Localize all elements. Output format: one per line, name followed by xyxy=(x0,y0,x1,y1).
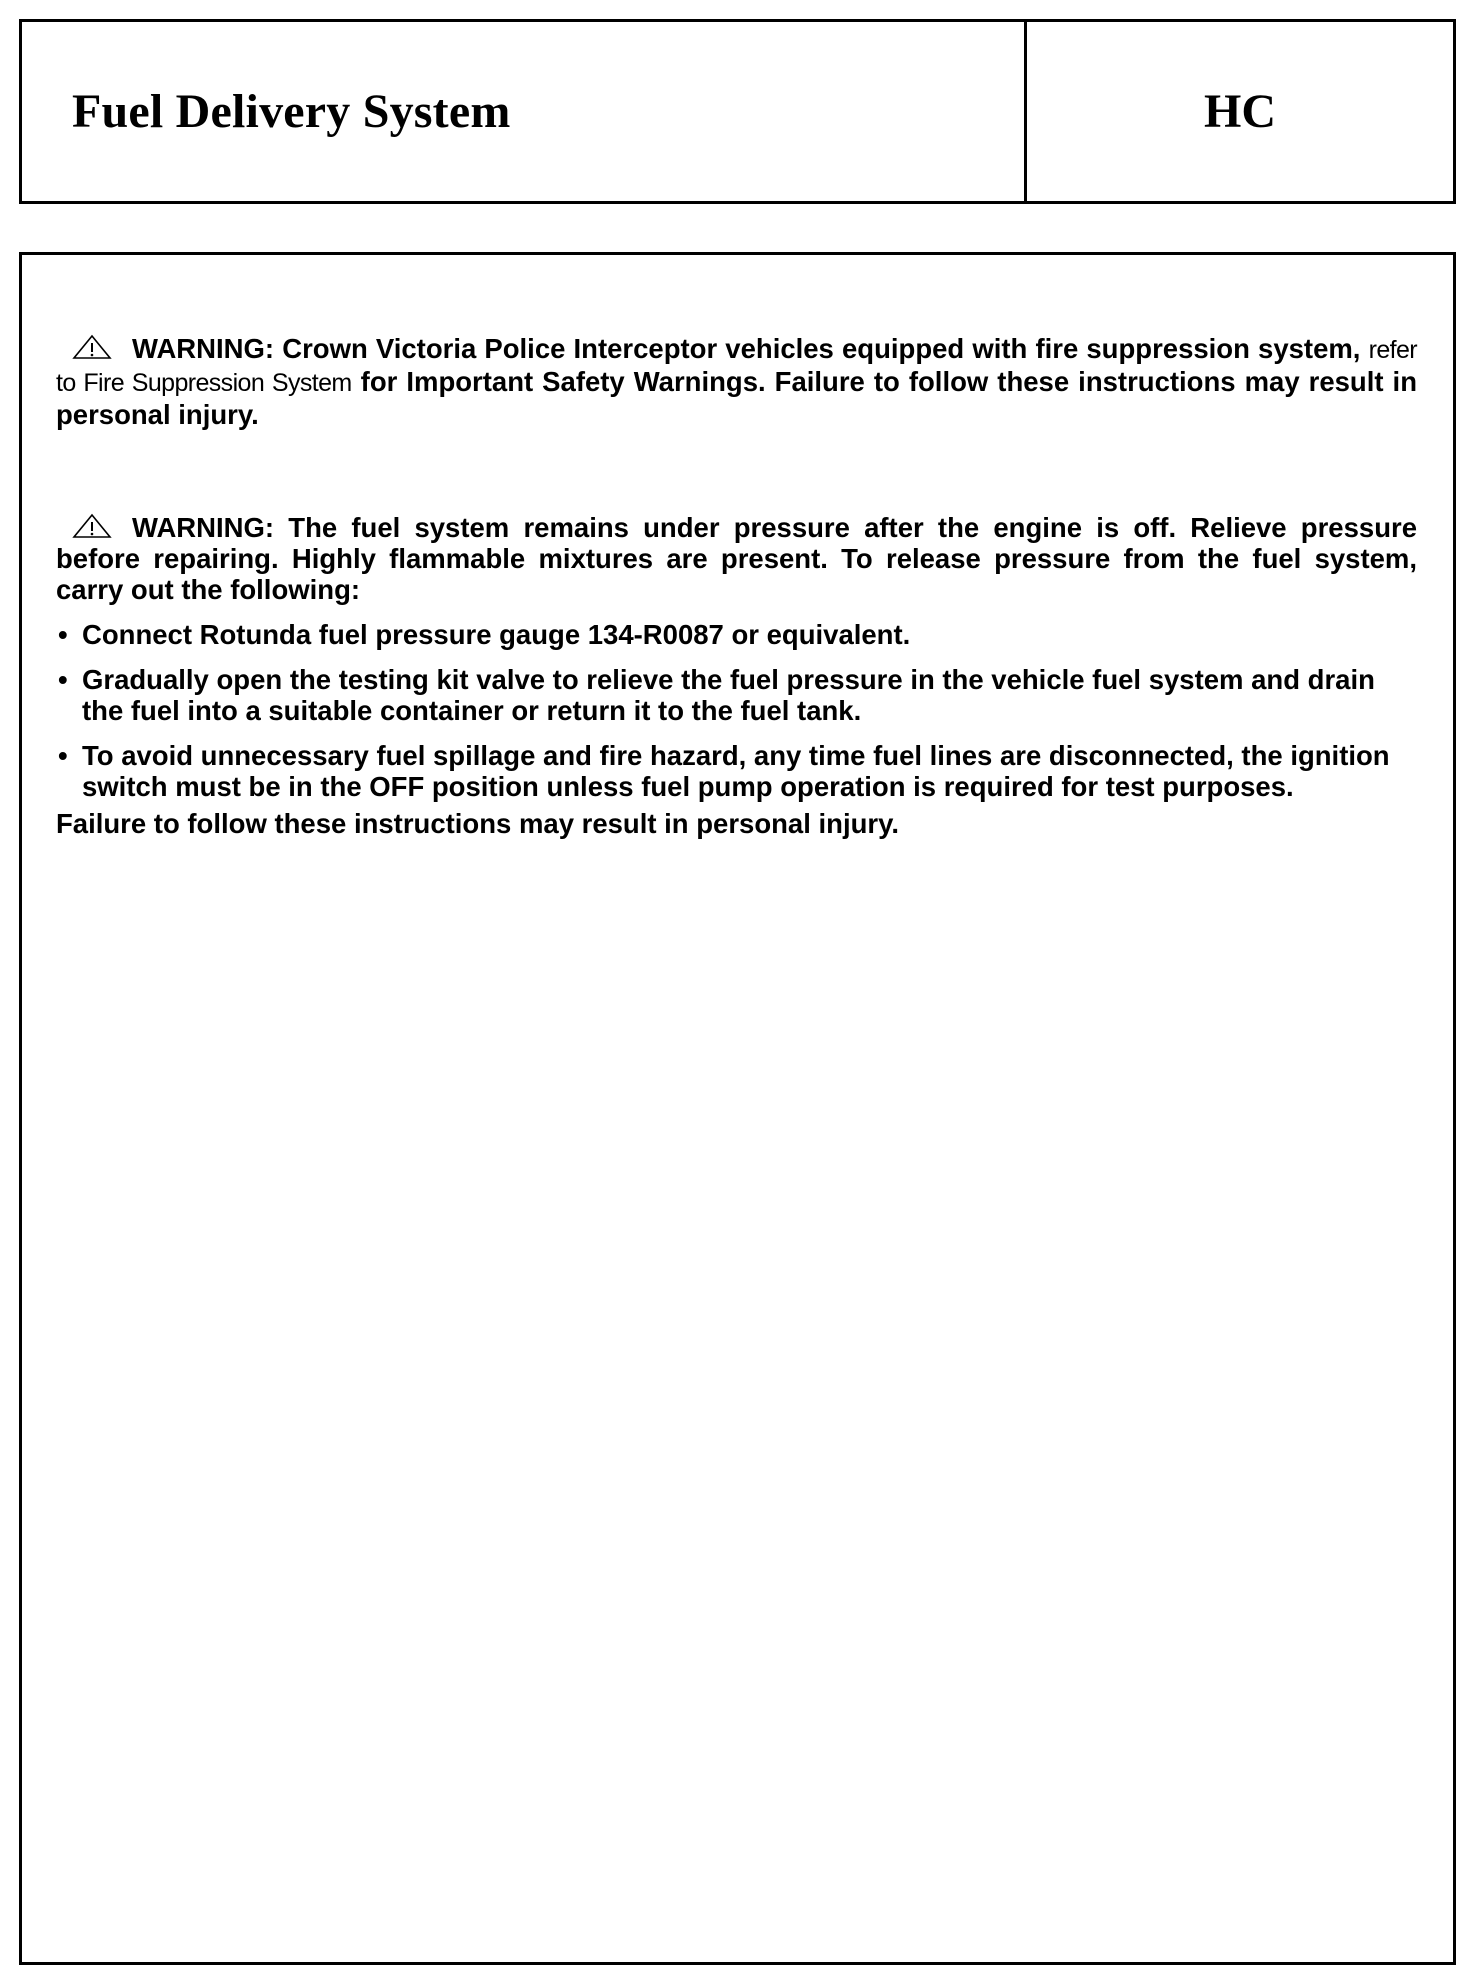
warning-triangle-icon xyxy=(72,334,112,360)
list-item xyxy=(56,740,1417,802)
bullet-icon: • xyxy=(58,619,68,650)
list-item xyxy=(56,664,1417,726)
header xyxy=(19,19,1456,204)
page-title: Fuel Delivery System xyxy=(72,85,511,138)
header-title-cell xyxy=(22,22,1027,201)
warning-text-continued: for Important Safety Warnings. Failure to follow these instructions may result in personal injury. xyxy=(56,366,1417,430)
fire-suppression-reference: refer to Fire Suppression System xyxy=(56,336,1417,397)
list-item-text: Connect Rotunda fuel pressure gauge 134-R0087 or equivalent. xyxy=(82,619,911,650)
bullet-icon: • xyxy=(58,740,68,771)
warning-text: Crown Victoria Police Interceptor vehicles equipped with fire suppression system, xyxy=(274,333,1361,364)
warning-text: The fuel system remains under pressure after the engine is off. Relieve pressure before repairing. Highly flammable mixtures are present. To release pressure from the fuel system, carry out the following: xyxy=(56,512,1417,605)
warning-triangle-icon xyxy=(72,513,112,539)
header-code-cell xyxy=(1027,22,1453,201)
warning-fuel-pressure xyxy=(56,512,1417,605)
warning-label: WARNING: xyxy=(132,333,275,364)
procedure-list xyxy=(56,619,1417,802)
content-panel xyxy=(19,252,1456,1965)
bullet-icon: • xyxy=(58,664,68,695)
list-item xyxy=(56,619,1417,650)
list-item-text: To avoid unnecessary fuel spillage and fire hazard, any time fuel lines are disconnected, the ignition switch must be in the OFF position unless fuel pump operation is required for test purposes. xyxy=(82,740,1390,802)
section-code: HC xyxy=(1204,85,1276,138)
warning-label: WARNING: xyxy=(132,512,275,543)
list-item-text: Gradually open the testing kit valve to relieve the fuel pressure in the vehicle fuel system and drain the fuel into a suitable container or return it to the fuel tank. xyxy=(82,664,1375,726)
warning-fire-suppression xyxy=(56,333,1417,430)
closing-statement: Failure to follow these instructions may result in personal injury. xyxy=(56,808,899,839)
